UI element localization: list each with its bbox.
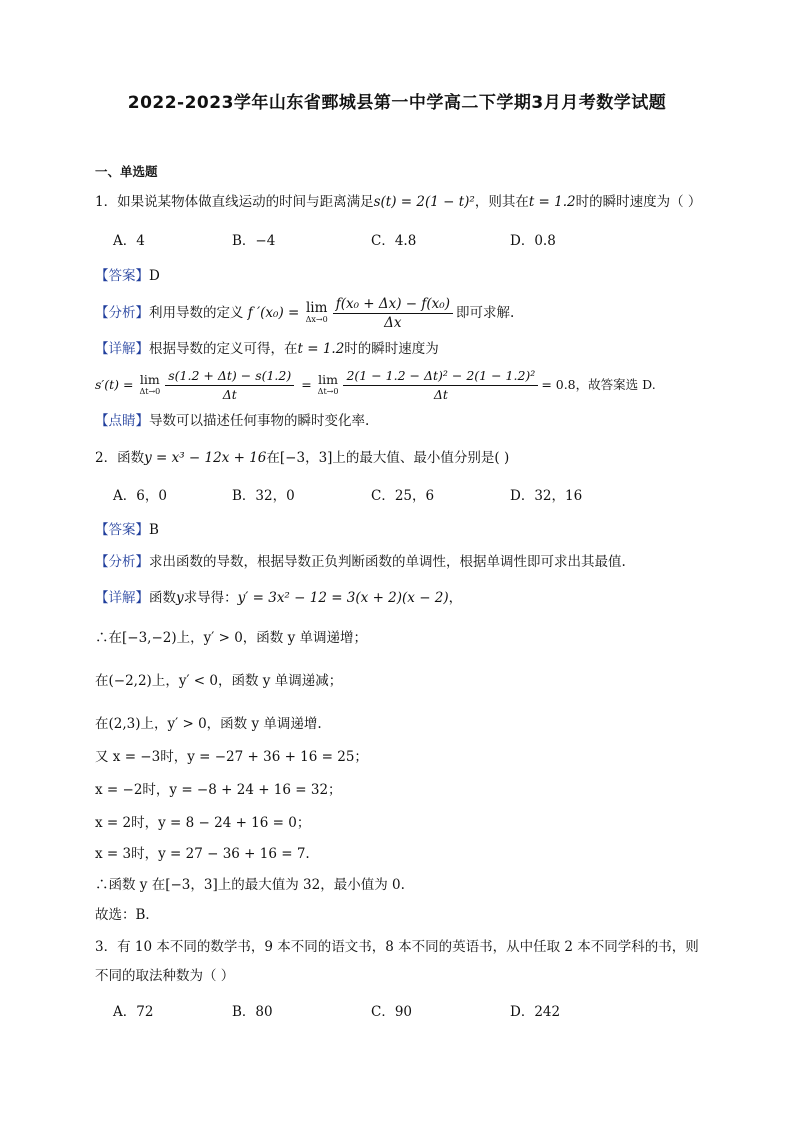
- q1-detail-fraction-1: [165, 368, 294, 403]
- comment-tag: 【点睛】: [95, 413, 149, 429]
- question-3-stem-line-1: 3．有 10 本不同的数学书，9 本不同的语文书，8 本不同的英语书，从中任取 2 本不同学科的书，则: [95, 939, 699, 955]
- answer-tag: 【答案】: [95, 268, 149, 284]
- fraction-numerator: 2(1 − 1.2 − Δt)² − 2(1 − 1.2)²: [343, 368, 538, 386]
- q1-comment: [95, 412, 369, 430]
- q1-analysis-text-b: 即可求解.: [455, 305, 515, 321]
- q1-option-d: D．0.8: [510, 233, 556, 249]
- limit-word: lim: [318, 371, 338, 387]
- q1-analysis: [95, 296, 514, 331]
- page-title: 2022-2023学年山东省鄄城县第一中学高二下学期3月月考数学试题: [127, 93, 667, 113]
- q1-stem-formula: s(t) = 2(1 − t)²: [373, 194, 475, 210]
- q3-option-a: A．72: [113, 1004, 154, 1020]
- q1-answer-value: D: [149, 268, 160, 284]
- limit-word: lim: [139, 371, 160, 387]
- q2-stem-text-a: 2．函数: [95, 450, 145, 466]
- q2-detail: [95, 589, 462, 607]
- q1-option-c: C．4.8: [371, 233, 417, 249]
- q1-answer: [95, 267, 160, 285]
- q1-stem-text-b: ，则其在: [474, 194, 529, 210]
- q1-detail-text-a: 根据导数的定义可得，在: [149, 341, 298, 357]
- q2-detail-text-b: 求导得：: [183, 590, 238, 606]
- q1-detail-limit-2: [317, 371, 339, 398]
- fraction-numerator: f(x₀ + Δx) − f(x₀): [333, 296, 453, 314]
- analysis-tag: 【分析】: [95, 305, 149, 321]
- question-1-stem: [95, 193, 701, 211]
- q2-option-c: C．25，6: [371, 488, 435, 504]
- limit-subscript: Δt→0: [139, 386, 161, 396]
- q1-detail-formula: s′(t) = lim Δt→0 $\frac{s(1.2 + \Delta t) - s(1.2)}{\Delta t}$ = lim Δt→0 $\frac{\text{2(1 − 1.2 − Δt)² − 2(1 − 1.2)²}}{\Delta t}$ = 0.8，故答案选 D.: [95, 368, 656, 402]
- limit-subscript: Δx→0: [305, 314, 328, 324]
- q1-detail-limit-1: [139, 371, 161, 398]
- q2-analysis: [95, 553, 626, 571]
- q2-stem-text-b: 在[−3，3]上的最大值、最小值分别是( ): [266, 450, 510, 466]
- q1-analysis-lhs: f ′(x₀) =: [247, 305, 304, 321]
- q1-analysis-limit: [305, 299, 328, 326]
- q1-detail: [95, 340, 439, 358]
- q2-stem-formula: y = x³ − 12x + 16: [144, 450, 267, 466]
- section-heading: 一、单选题: [95, 164, 158, 179]
- q2-detail-line-6: x = 2时，y = 8 − 24 + 16 = 0；: [95, 815, 311, 831]
- q2-detail-y: y: [176, 590, 184, 606]
- q1-stem-t: t = 1.2: [528, 194, 576, 210]
- q2-detail-text-c: ，: [448, 590, 463, 606]
- q1-detail-t: t = 1.2: [297, 341, 345, 357]
- q1-comment-text: 导数可以描述任何事物的瞬时变化率.: [149, 413, 370, 429]
- limit-word: lim: [305, 299, 328, 316]
- q2-detail-line-2: 在(−2,2)上，y′ < 0，函数 y 单调递减；: [95, 673, 343, 689]
- q2-option-a: A．6，0: [113, 488, 167, 504]
- fraction-denominator: Δx: [384, 315, 402, 331]
- q1-option-b: B．−4: [232, 233, 276, 249]
- q3-option-b: B．80: [232, 1004, 273, 1020]
- q1-detail-fraction-2: [343, 368, 538, 403]
- q2-detail-line-3: 在(2,3)上，y′ > 0，函数 y 单调递增.: [95, 716, 322, 732]
- q2-analysis-text: 求出函数的导数，根据导数正负判断函数的单调性，根据单调性即可求出其最值.: [149, 554, 626, 570]
- q1-analysis-fraction: [333, 296, 453, 331]
- question-2-stem: [95, 449, 509, 467]
- q3-option-c: C．90: [371, 1004, 413, 1020]
- q1-detail-result: = 0.8: [541, 377, 576, 392]
- question-3-stem-line-2: 不同的取法种数为（ ）: [95, 968, 235, 984]
- q2-detail-formula: y′ = 3x² − 12 = 3(x + 2)(x − 2): [237, 590, 449, 606]
- q1-stem-text-c: 时的瞬时速度为（ ）: [575, 194, 702, 210]
- q3-option-d: D．242: [510, 1004, 561, 1020]
- answer-tag: 【答案】: [95, 522, 149, 538]
- q1-detail-lhs: s′(t) =: [95, 377, 138, 392]
- q2-detail-line-1: ∴在[−3,−2)上，y′ > 0，函数 y 单调递增；: [95, 630, 368, 646]
- q1-detail-text-c: ，故答案选 D.: [575, 377, 656, 392]
- q1-analysis-text-a: 利用导数的定义: [149, 305, 244, 321]
- q2-answer-value: B: [149, 522, 159, 538]
- limit-subscript: Δt→0: [317, 386, 339, 396]
- fraction-denominator: Δt: [222, 387, 237, 402]
- fraction-numerator: s(1.2 + Δt) − s(1.2): [165, 368, 294, 386]
- q2-detail-line-4: 又 x = −3时，y = −27 + 36 + 16 = 25；: [95, 749, 368, 765]
- q1-stem-text-a: 1．如果说某物体做直线运动的时间与距离满足: [95, 194, 374, 210]
- q1-option-a: A．4: [113, 233, 145, 249]
- fraction-denominator: Δt: [433, 387, 448, 402]
- detail-tag: 【详解】: [95, 590, 149, 606]
- detail-tag: 【详解】: [95, 341, 149, 357]
- q2-detail-line-8: ∴函数 y 在[−3，3]上的最大值为 32，最小值为 0.: [95, 877, 405, 893]
- q2-detail-line-7: x = 3时，y = 27 − 36 + 16 = 7.: [95, 846, 310, 862]
- q2-detail-text-a: 函数: [149, 590, 176, 606]
- q2-detail-line-5: x = −2时，y = −8 + 24 + 16 = 32；: [95, 782, 342, 798]
- analysis-tag: 【分析】: [95, 554, 149, 570]
- q2-option-b: B．32，0: [232, 488, 295, 504]
- q2-detail-line-9: 故选：B．: [95, 907, 159, 923]
- q1-detail-text-b: 时的瞬时速度为: [344, 341, 439, 357]
- q2-answer: [95, 521, 159, 539]
- q2-option-d: D．32，16: [510, 488, 583, 504]
